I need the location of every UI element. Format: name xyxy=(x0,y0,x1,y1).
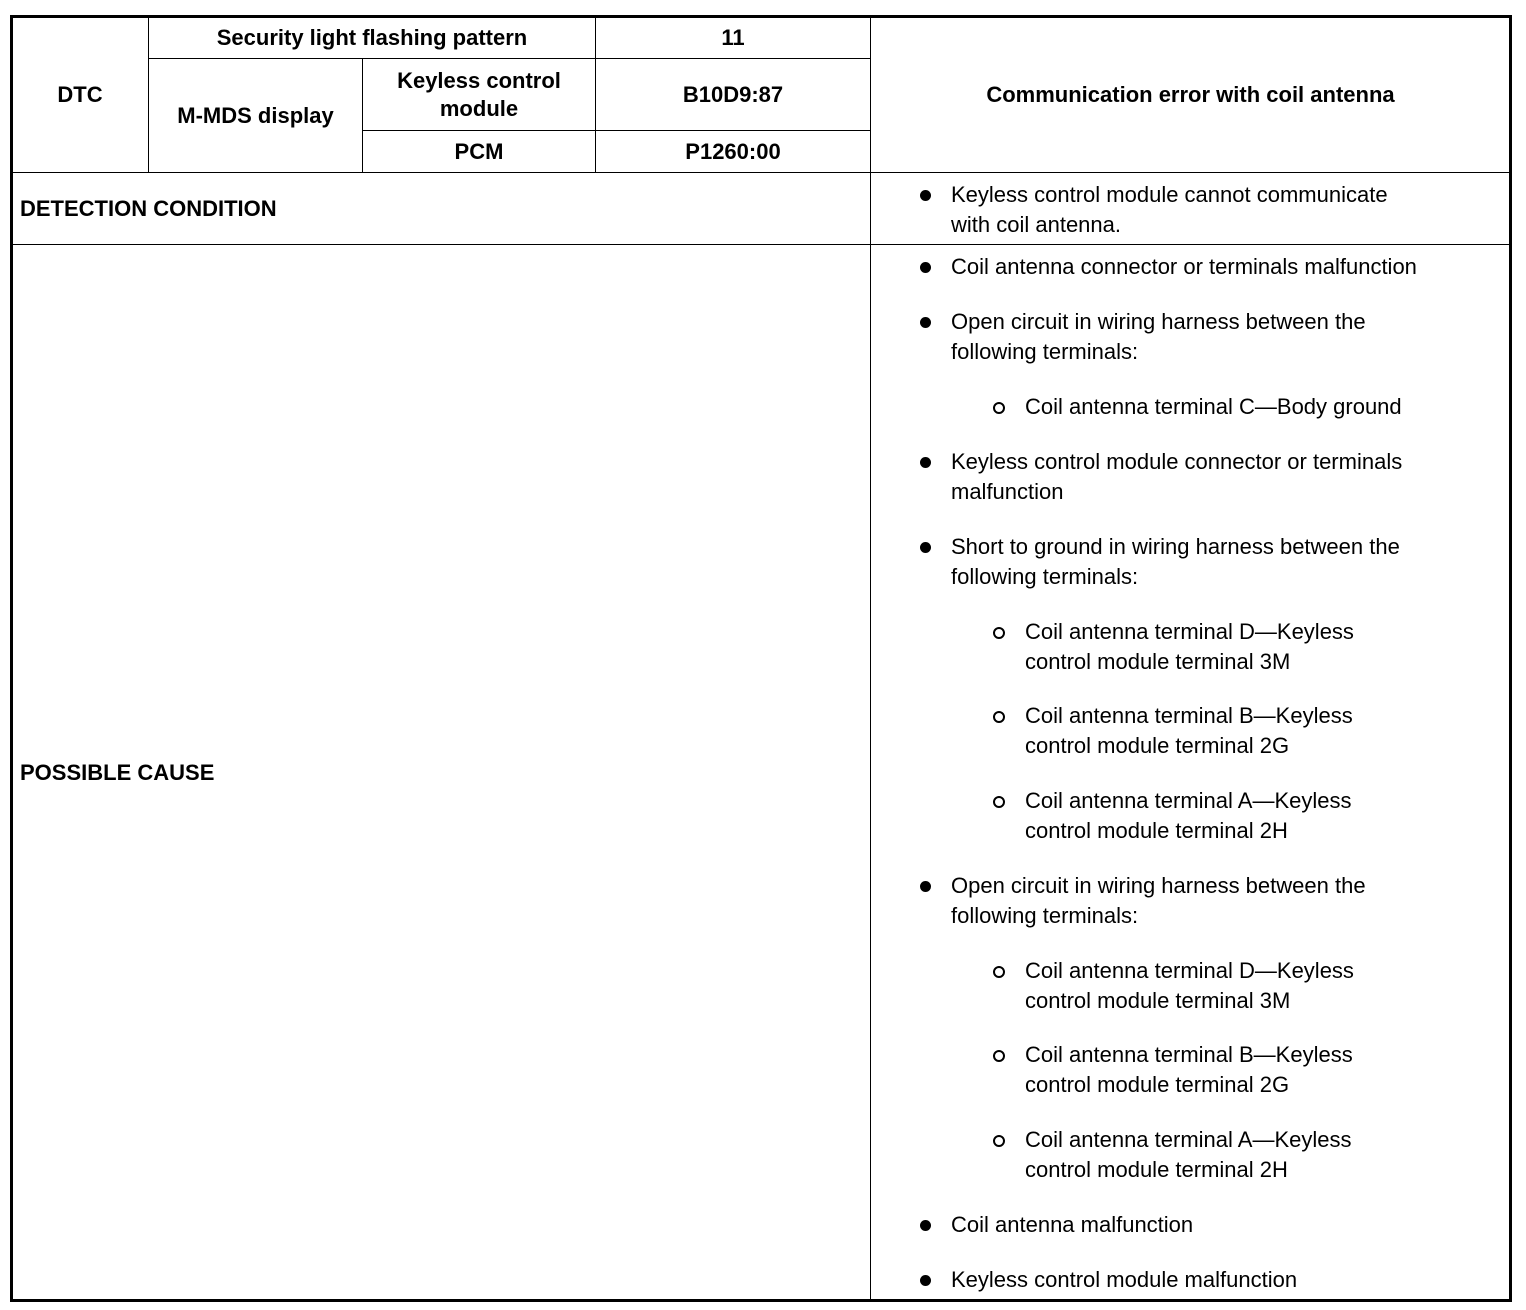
bullet-icon xyxy=(920,457,931,468)
list-item-line: control module terminal 2H xyxy=(1025,818,1288,843)
list-item-line: following terminals: xyxy=(951,564,1139,589)
sub-bullet-icon xyxy=(993,1050,1005,1062)
mmds-label: M-MDS display xyxy=(177,102,334,128)
bullet-icon xyxy=(920,1220,931,1231)
keyless-module-code: B10D9:87 xyxy=(682,81,784,107)
list-item-line: Coil antenna terminal B—Keyless xyxy=(1025,703,1353,728)
list-item-line: Keyless control module cannot communicate xyxy=(951,182,1388,207)
list-item-line: following terminals: xyxy=(951,903,1139,928)
sub-bullet-icon xyxy=(993,796,1005,808)
detection-condition-label: DETECTION CONDITION xyxy=(20,195,277,221)
list-item-line: control module terminal 2G xyxy=(1025,1072,1290,1097)
list-item-line: Short to ground in wiring harness between the xyxy=(951,534,1400,559)
list-item-line: Coil antenna terminal D—Keyless xyxy=(1025,958,1354,983)
list-item-line: control module terminal 2G xyxy=(1025,733,1290,758)
list-item-line: Coil antenna terminal D—Keyless xyxy=(1025,619,1354,644)
pcm-label: PCM xyxy=(454,138,504,164)
security-pattern-label: Security light flashing pattern xyxy=(216,25,528,50)
list-item-line: Coil antenna malfunction xyxy=(951,1212,1194,1237)
dtc-label: DTC xyxy=(57,82,103,107)
list-item-line: Keyless control module connector or terminals xyxy=(951,449,1403,474)
list-item-line: Keyless control module malfunction xyxy=(951,1267,1298,1292)
dtc-description: Communication error with coil antenna xyxy=(986,82,1395,107)
possible-cause-label: POSSIBLE CAUSE xyxy=(20,759,215,785)
keyless-module-label: Keyless control module xyxy=(397,67,561,121)
list-item-line: control module terminal 3M xyxy=(1025,988,1291,1013)
list-item-line: Coil antenna terminal A—Keyless xyxy=(1025,788,1352,813)
grid-line xyxy=(870,16,871,1301)
sub-bullet-icon xyxy=(993,711,1005,723)
bullet-icon xyxy=(920,317,931,328)
list-item-line: following terminals: xyxy=(951,339,1139,364)
bullet-icon xyxy=(920,542,931,553)
bullet-icon xyxy=(920,262,931,273)
bullet-icon xyxy=(920,881,931,892)
bullet-icon xyxy=(920,190,931,201)
security-pattern-value: 11 xyxy=(721,25,745,50)
list-item-line: Coil antenna terminal A—Keyless xyxy=(1025,1127,1352,1152)
sub-bullet-icon xyxy=(993,966,1005,978)
list-item-line: control module terminal 2H xyxy=(1025,1157,1288,1182)
list-item-line: Coil antenna connector or terminals malfunction xyxy=(951,254,1417,279)
list-item-line: Coil antenna terminal C—Body ground xyxy=(1025,394,1402,419)
sub-bullet-icon xyxy=(993,1135,1005,1147)
list-item-line: Coil antenna terminal B—Keyless xyxy=(1025,1042,1353,1067)
list-item-line: Open circuit in wiring harness between the xyxy=(951,309,1366,334)
pcm-code: P1260:00 xyxy=(685,138,781,164)
list-item-line: with coil antenna. xyxy=(951,212,1121,237)
sub-bullet-icon xyxy=(993,402,1005,414)
sub-bullet-icon xyxy=(993,627,1005,639)
list-item-line: control module terminal 3M xyxy=(1025,649,1291,674)
bullet-icon xyxy=(920,1275,931,1286)
list-item-line: Open circuit in wiring harness between the xyxy=(951,873,1366,898)
list-item-line: malfunction xyxy=(951,479,1064,504)
